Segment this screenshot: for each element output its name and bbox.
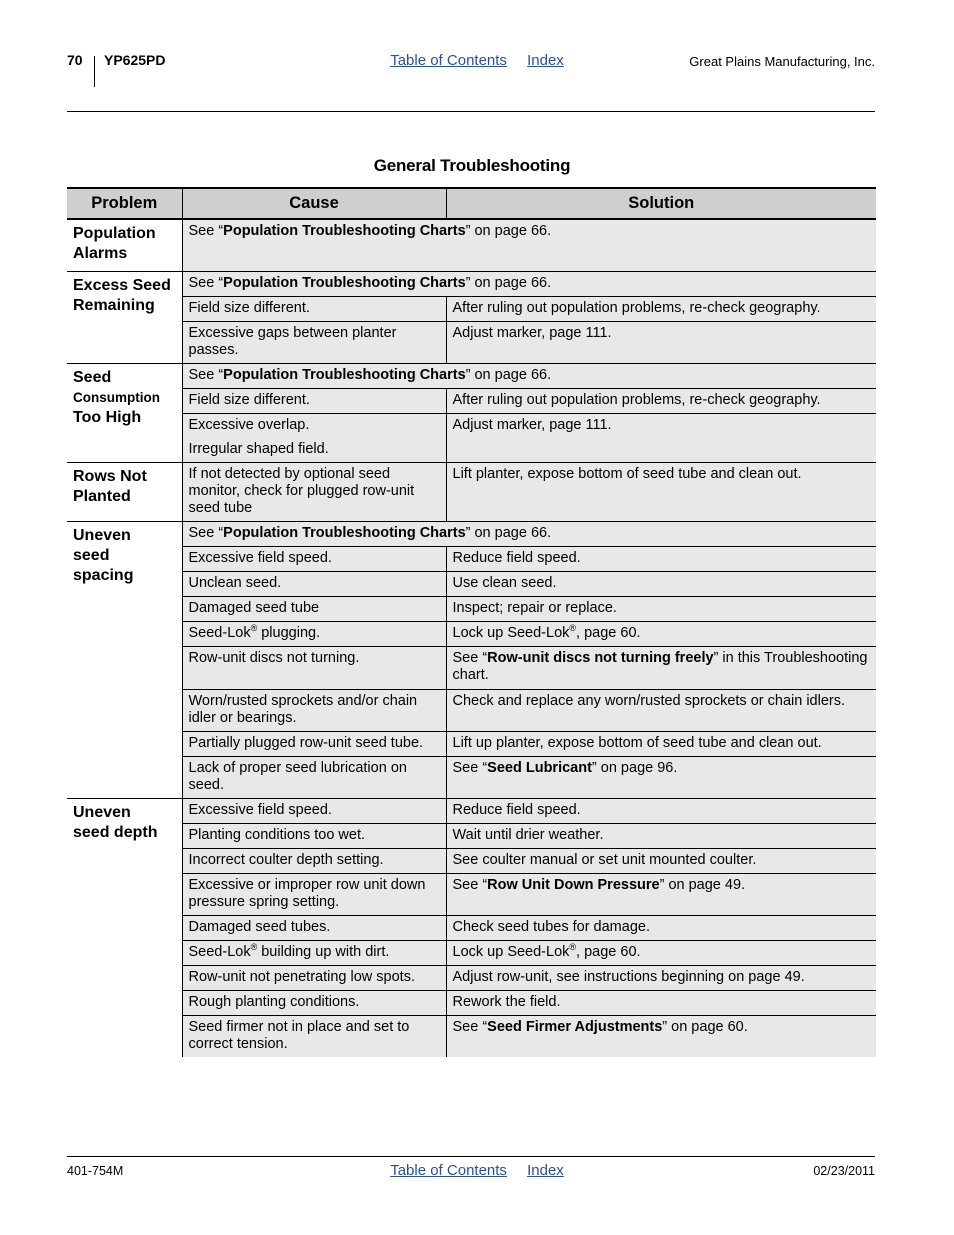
solution-cell: See “Row Unit Down Pressure” on page 49. bbox=[446, 873, 876, 915]
table-row bbox=[67, 321, 876, 363]
table-row bbox=[67, 940, 876, 965]
doc-date: 02/23/2011 bbox=[813, 1164, 875, 1178]
page-header bbox=[0, 52, 954, 92]
solution-cell: See “Seed Firmer Adjustments” on page 60. bbox=[446, 1015, 876, 1057]
table-header-row bbox=[67, 188, 876, 219]
cause-cell: Row-unit discs not turning. bbox=[182, 646, 446, 689]
registered-mark: ® bbox=[569, 622, 577, 633]
solution-cell: Check seed tubes for damage. bbox=[446, 915, 876, 940]
solution-cell: Lock up Seed-Lok®, page 60. bbox=[446, 621, 876, 646]
registered-mark: ® bbox=[250, 622, 258, 633]
table-row bbox=[67, 388, 876, 413]
cause-cell: Seed-Lok® plugging. bbox=[182, 621, 446, 646]
solution-cell: Check and replace any worn/rusted sprockets or chain idlers. bbox=[446, 689, 876, 731]
table-row bbox=[67, 873, 876, 915]
page-footer bbox=[0, 1162, 954, 1182]
table-row bbox=[67, 915, 876, 940]
problem-cell: Population Alarms bbox=[67, 219, 182, 271]
toc-link[interactable]: Table of Contents bbox=[390, 1162, 507, 1179]
index-link[interactable]: Index bbox=[527, 1162, 564, 1179]
solution-cell: Wait until drier weather. bbox=[446, 823, 876, 848]
table-row bbox=[67, 546, 876, 571]
cause-cell: See “Population Troubleshooting Charts” on page 66. bbox=[182, 271, 876, 296]
table-row bbox=[67, 689, 876, 731]
pop-charts-ref: Population Troubleshooting Charts bbox=[223, 524, 466, 541]
pop-charts-ref: Population Troubleshooting Charts bbox=[223, 366, 466, 383]
solution-cell: See coulter manual or set unit mounted coulter. bbox=[446, 848, 876, 873]
company-name: Great Plains Manufacturing, Inc. bbox=[689, 54, 875, 69]
solution-cell: Use clean seed. bbox=[446, 571, 876, 596]
cause-cell: Worn/rusted sprockets and/or chain idler or bearings. bbox=[182, 689, 446, 731]
cause-cell: Unclean seed. bbox=[182, 571, 446, 596]
solution-cell: Reduce field speed. bbox=[446, 546, 876, 571]
registered-mark: ® bbox=[250, 941, 258, 952]
troubleshooting-table bbox=[67, 187, 876, 1057]
cause-cell: Excessive field speed. bbox=[182, 546, 446, 571]
table-row bbox=[67, 621, 876, 646]
table-row bbox=[67, 271, 876, 296]
cause-cell: Partially plugged row-unit seed tube. bbox=[182, 731, 446, 756]
cause-cell: Planting conditions too wet. bbox=[182, 823, 446, 848]
cause-cell: Seed-Lok® building up with dirt. bbox=[182, 940, 446, 965]
section-title: General Troubleshooting bbox=[373, 156, 571, 175]
table-row bbox=[67, 596, 876, 621]
cause-cell: If not detected by optional seed monitor, check for plugged row-unit seed tube bbox=[182, 462, 446, 521]
header-problem: Problem bbox=[67, 188, 182, 219]
table-row bbox=[67, 646, 876, 689]
solution-cell: Adjust marker, page 111. bbox=[446, 413, 876, 462]
solution-cell: Lock up Seed-Lok®, page 60. bbox=[446, 940, 876, 965]
footer-rule bbox=[67, 1156, 875, 1157]
page-number: 70 bbox=[67, 52, 83, 68]
solution-cell: Inspect; repair or replace. bbox=[446, 596, 876, 621]
solution-cell: Reduce field speed. bbox=[446, 798, 876, 823]
table-row bbox=[67, 571, 876, 596]
header-cause: Cause bbox=[182, 188, 446, 219]
index-link[interactable]: Index bbox=[527, 52, 564, 69]
cause-cell: Excessive or improper row unit down pressure spring setting. bbox=[182, 873, 446, 915]
table-row bbox=[67, 219, 876, 271]
cause-cell: See “Population Troubleshooting Charts” on page 66. bbox=[182, 363, 876, 388]
solution-cell: Adjust row-unit, see instructions beginning on page 49. bbox=[446, 965, 876, 990]
table-row bbox=[67, 1015, 876, 1057]
cause-cell: Rough planting conditions. bbox=[182, 990, 446, 1015]
cause-cell: Incorrect coulter depth setting. bbox=[182, 848, 446, 873]
footer-links bbox=[0, 1162, 954, 1179]
cause-cell: Row-unit not penetrating low spots. bbox=[182, 965, 446, 990]
cause-cell: Lack of proper seed lubrication on seed. bbox=[182, 756, 446, 798]
cause-cell: Field size different. bbox=[182, 296, 446, 321]
toc-link[interactable]: Table of Contents bbox=[390, 52, 507, 69]
solution-cell: Lift up planter, expose bottom of seed tube and clean out. bbox=[446, 731, 876, 756]
cause-cell: Excessive overlap. Irregular shaped field. bbox=[182, 413, 446, 462]
cause-cell: Seed firmer not in place and set to correct tension. bbox=[182, 1015, 446, 1057]
header-solution: Solution bbox=[446, 188, 876, 219]
table-row bbox=[67, 462, 876, 521]
table-row bbox=[67, 848, 876, 873]
cause-cell: Damaged seed tubes. bbox=[182, 915, 446, 940]
table-row bbox=[67, 798, 876, 823]
solution-cell: Lift planter, expose bottom of seed tube and clean out. bbox=[446, 462, 876, 521]
doc-number: 401-754M bbox=[67, 1164, 124, 1178]
solution-cell: See “Seed Lubricant” on page 96. bbox=[446, 756, 876, 798]
problem-cell: Uneven seed spacing bbox=[67, 521, 182, 798]
problem-cell: Uneven seed depth bbox=[67, 798, 182, 1057]
model-name: YP625PD bbox=[104, 52, 166, 68]
table-row bbox=[67, 363, 876, 388]
table-row bbox=[67, 823, 876, 848]
pop-charts-ref: Population Troubleshooting Charts bbox=[223, 223, 466, 239]
solution-cell: After ruling out population problems, re-check geography. bbox=[446, 388, 876, 413]
cause-cell: See “Population Troubleshooting Charts” on page 66. bbox=[182, 219, 876, 271]
cause-cell: Excessive gaps between planter passes. bbox=[182, 321, 446, 363]
table-row bbox=[67, 521, 876, 546]
cause-cell: Excessive field speed. bbox=[182, 798, 446, 823]
table-row bbox=[67, 965, 876, 990]
pop-charts-ref: Population Troubleshooting Charts bbox=[223, 274, 466, 291]
table-row bbox=[67, 756, 876, 798]
solution-cell: See “Row-unit discs not turning freely” in this Troubleshooting chart. bbox=[446, 646, 876, 689]
table-row bbox=[67, 990, 876, 1015]
cause-cell: Damaged seed tube bbox=[182, 596, 446, 621]
solution-cell: After ruling out population problems, re-check geography. bbox=[446, 296, 876, 321]
table-row bbox=[67, 413, 876, 462]
table-row bbox=[67, 296, 876, 321]
cause-cell: Field size different. bbox=[182, 388, 446, 413]
table-row bbox=[67, 731, 876, 756]
solution-cell: Adjust marker, page 111. bbox=[446, 321, 876, 363]
problem-cell: Rows Not Planted bbox=[67, 462, 182, 521]
problem-cell: Seed Consumption Too High bbox=[67, 363, 182, 462]
cause-cell: See “Population Troubleshooting Charts” on page 66. bbox=[182, 521, 876, 546]
header-rule bbox=[67, 111, 875, 112]
problem-cell: Excess Seed Remaining bbox=[67, 271, 182, 363]
registered-mark: ® bbox=[569, 941, 577, 952]
solution-cell: Rework the field. bbox=[446, 990, 876, 1015]
